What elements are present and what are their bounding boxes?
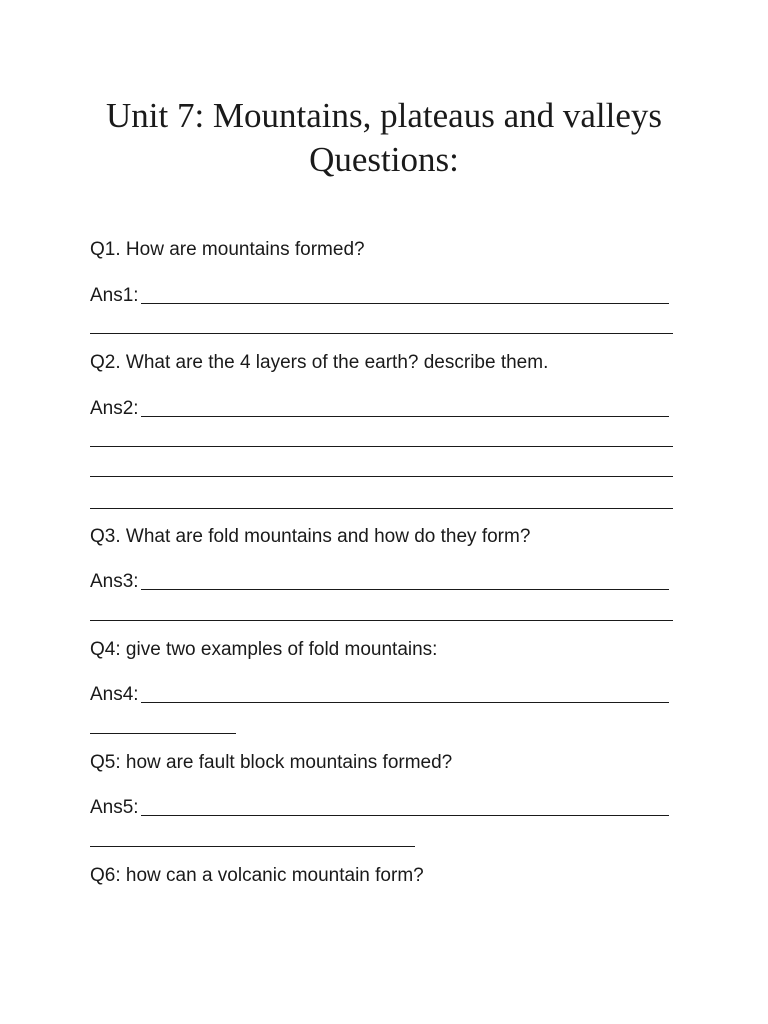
- worksheet-subtitle: Questions:: [309, 140, 459, 179]
- answer-2-line[interactable]: [90, 476, 673, 477]
- answer-3-line[interactable]: [90, 620, 673, 621]
- answer-2-line[interactable]: [90, 446, 673, 447]
- answer-5-line[interactable]: [90, 846, 415, 847]
- answer-1-label: Ans1:: [90, 285, 139, 306]
- answer-1-line[interactable]: [90, 333, 673, 334]
- question-1: Q1. How are mountains formed?: [90, 239, 365, 260]
- answer-4-line[interactable]: [141, 702, 669, 703]
- answer-4-label: Ans4:: [90, 684, 139, 705]
- question-5: Q5: how are fault block mountains formed?: [90, 752, 453, 773]
- answer-2-label: Ans2:: [90, 398, 139, 419]
- answer-4-line[interactable]: [90, 733, 236, 734]
- answer-3-label: Ans3:: [90, 571, 139, 592]
- question-6: Q6: how can a volcanic mountain form?: [90, 865, 424, 886]
- answer-3-line[interactable]: [141, 589, 669, 590]
- worksheet-title: Unit 7: Mountains, plateaus and valleys: [105, 96, 663, 135]
- answer-1-line[interactable]: [141, 303, 669, 304]
- question-4: Q4: give two examples of fold mountains:: [90, 639, 438, 660]
- answer-5-label: Ans5:: [90, 797, 139, 818]
- answer-5-line[interactable]: [141, 815, 669, 816]
- question-3: Q3. What are fold mountains and how do they form?: [90, 526, 531, 547]
- question-2: Q2. What are the 4 layers of the earth? describe them.: [90, 352, 549, 373]
- answer-2-line[interactable]: [90, 508, 673, 509]
- answer-2-line[interactable]: [141, 416, 669, 417]
